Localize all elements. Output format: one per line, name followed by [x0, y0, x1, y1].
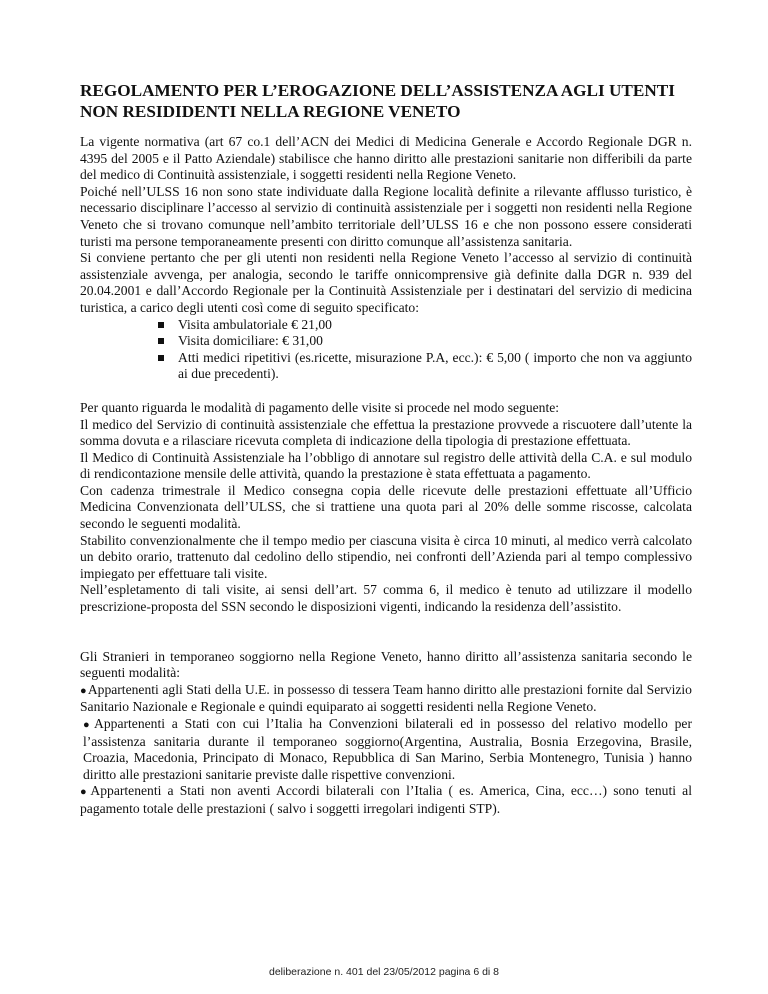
- foreigners-item: ● Appartenenti a Stati con cui l’Italia ha Convenzioni bilaterali ed in possesso del relativo modello per l’assistenza sanitaria durante il temporaneo soggiorno(Argentina, Australia, Bosnia Erzegovina, Brasile, Croazia, Macedonia, Principato di Monaco, Repubblica di San Marino, Serbia Montenegro, Tunisia ) hanno diritto alle prestazioni sanitarie previste dalle rispettive convenzioni.: [80, 716, 692, 783]
- tariff-list: [80, 317, 692, 383]
- intro-paragraph-1: La vigente normativa (art 67 co.1 dell’ACN dei Medici di Medicina Generale e Accordo Regionale DGR n. 4395 del 2005 e il Patto Aziendale) stabilisce che hanno diritto alle prestazioni sanitarie non differibili da parte del medico di Continuità assistenziale, i soggetti residenti nella Regione Veneto.: [80, 134, 692, 183]
- tariff-item: Visita ambulatoriale € 21,00: [156, 317, 692, 334]
- tariff-item: Visita domiciliare: € 31,00: [156, 333, 692, 350]
- intro-paragraph-3: Si conviene pertanto che per gli utenti non residenti nella Regione Veneto l’accesso al servizio di continuità assistenziale avvenga, per analogia, secondo le tariffe onnicomprensive già definite dalla DGR n. 939 del 20.04.2001 e dall’Accordo Regionale per la Continuità Assistenziale per i destinatari del servizio di medicina turistica, a carico degli utenti così come di seguito specificato:: [80, 250, 692, 315]
- intro-paragraph-2: Poiché nell’ULSS 16 non sono state individuate dalla Regione località definite a rilevante afflusso turistico, è necessario disciplinare l’accesso al servizio di continuità assistenziale per i soggetti non residenti nella Regione Veneto che si trovano comunque nell’ambito territoriale dell’ULSS 16 e che non possono essere considerati turisti ma persone temporaneamente presenti con diritto comunque all’assistenza sanitaria.: [80, 183, 692, 249]
- foreigners-item: ● Appartenenti agli Stati della U.E. in possesso di tessera Team hanno diritto alle prestazioni fornite dal Servizio Sanitario Nazionale e Regionale e quindi equiparato ai soggetti residenti nella Regione Veneto.: [80, 682, 692, 716]
- payment-paragraph-2: Il medico del Servizio di continuità assistenziale che effettua la prestazione provvede a riscuotere dall’utente la somma dovuta e a rilasciare ricevuta completa di indicazione della tipologia di prestazione effettuata.: [80, 416, 692, 449]
- payment-paragraph-4: Con cadenza trimestrale il Medico consegna copia delle ricevute delle prestazioni effettuate all’Ufficio Medicina Convenzionata dell’ULSS, che si trattiene una quota pari al 20% delle somme riscosse, calcolata secondo le seguenti modalità.: [80, 482, 692, 532]
- payment-paragraph-1: Per quanto riguarda le modalità di pagamento delle visite si procede nel modo seguente:: [80, 399, 560, 415]
- payment-paragraph-5: Stabilito convenzionalmente che il tempo medio per ciascuna visita è circa 10 minuti, al medico verrà calcolato un debito orario, trattenuto dal cedolino dello stipendio, nei confronti dell’Azienda pari al tempo complessivo impiegato per effettuare tali visite.: [80, 532, 692, 581]
- tariff-item: Atti medici ripetitivi (es.ricette, misurazione P.A, ecc.): € 5,00 ( importo che non va aggiunto ai due precedenti).: [156, 350, 692, 383]
- document-page: [80, 80, 692, 818]
- payment-paragraph-6: Nell’espletamento di tali visite, ai sensi dell’art. 57 comma 6, il medico è tenuto ad utilizzare il modello prescrizione-proposta del SSN secondo le disposizioni vigenti, indicando la residenza dell’assistito.: [80, 582, 692, 615]
- document-title: REGOLAMENTO PER L’EROGAZIONE DELL’ASSISTENZA AGLI UTENTI NON RESIDIDENTI NELLA REGIONE VENETO: [80, 81, 675, 121]
- payment-paragraph-3: Il Medico di Continuità Assistenziale ha l’obbligo di annotare sul registro delle attività della C.A. e sul modulo di rendicontazione mensile delle attività, quando la prestazione è stata effettuata a pagamento.: [80, 449, 692, 482]
- foreigners-intro: Gli Stranieri in temporaneo soggiorno nella Regione Veneto, hanno diritto all’assistenza sanitaria secondo le seguenti modalità:: [80, 648, 692, 681]
- page-footer: deliberazione n. 401 del 23/05/2012 pagina 6 di 8: [268, 966, 500, 978]
- foreigners-item: ● Appartenenti a Stati non aventi Accordi bilaterali con l’Italia ( es. America, Cina, ecc…) sono tenuti al pagamento totale delle prestazioni ( salvo i soggetti irregolari indigenti STP).: [80, 783, 692, 817]
